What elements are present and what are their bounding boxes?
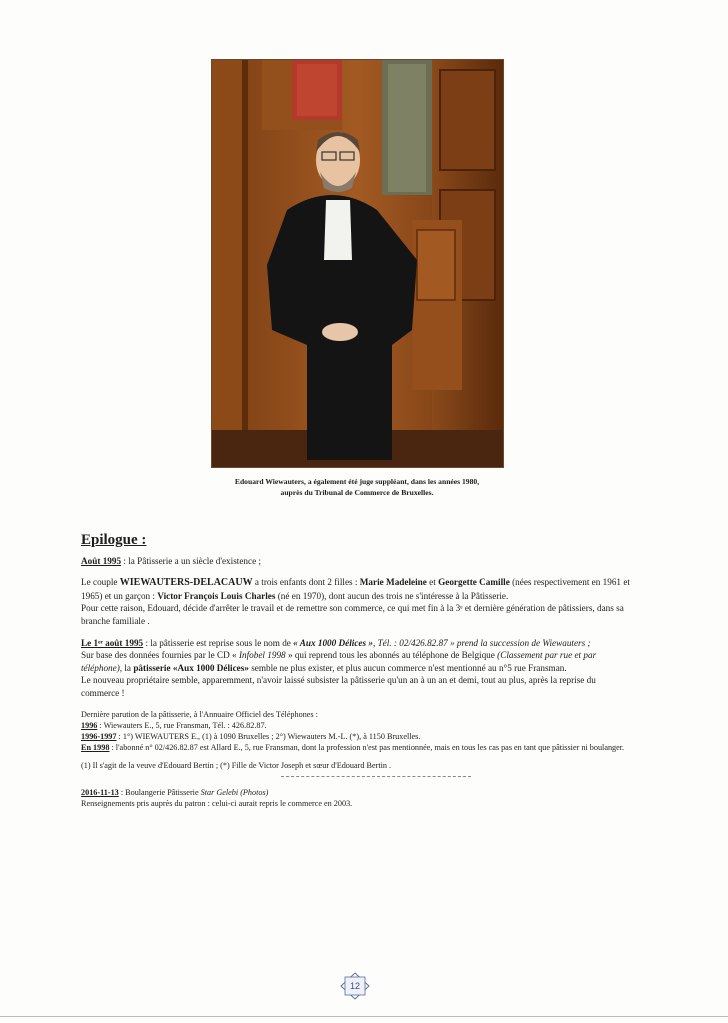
paragraph-aout-1995: Août 1995 : la Pâtisserie a un siècle d'existence ; [81, 555, 262, 566]
update-2016: 2016-11-13 : Boulangerie Pâtisserie Star Gelebi (Photos) [81, 787, 269, 797]
paragraph-infobel: Sur base des données fournies par le CD « Infobel 1998 » qui reprend tous les abonnés au téléphone de Belgique (Classement par rue et par téléphone), la pâtisserie «Aux 1000 Délices» semble ne plus exister, et plus aucun commerce n'est mentionné au n°5 rue Fransman. [81, 650, 597, 673]
paragraph-end-of-generation: Pour cette raison, Edouard, décide d'arrêter le travail et de remettre son commerce, ce qui met fin à la 3ᵉ et dernière génération de pâtissiers, dans sa branche familiale . [81, 603, 624, 626]
photo-caption [160, 476, 554, 498]
update-2016-detail: Renseignements pris auprès du patron : celui-ci aurait repris le commerce en 2003. [81, 798, 353, 808]
annuaire-1996-1997: 1996-1997 : 1°) WIEWAUTERS E., (1) à 1090 Bruxelles ; 2°) Wiewauters M.-L. (*), à 1150 Bruxelles. [81, 731, 421, 741]
paragraph-reprise: Le 1ᵉʳ août 1995 : la pâtisserie est reprise sous le nom de « Aux 1000 Délices », Tél. : 02/426.82.87 » prend la succession de Wiewauters ; [81, 637, 591, 648]
annuaire-1998: En 1998 : l'abonné n° 02/426.82.87 est Allard E., 5, rue Fransman, dont la profession n'est pas mentionnée, mais en tous les cas pas en tant que pâtissier ni boulanger. [81, 742, 625, 752]
separator [281, 776, 471, 777]
caption-line-2: auprès du Tribunal de Commerce de Bruxelles. [280, 488, 434, 497]
annuaire-1996: 1996 : Wiewauters E., 5, rue Fransman, Tél. : 426.82.87. [81, 720, 267, 730]
page-number-badge [340, 972, 370, 1000]
annuaire-footnote: (1) Il s'agit de la veuve d'Edouard Bertin ; (*) Fille de Victor Joseph et sœur d'Edouard Bertin . [81, 760, 392, 770]
annuaire-intro: Dernière parution de la pâtisserie, à l'Annuaire Officiel des Téléphones : [81, 709, 318, 719]
portrait-photo [211, 59, 504, 468]
paragraph-new-owner: Le nouveau propriétaire semble, apparemment, n'avoir laissé subsister la pâtisserie qu'un an à un an et demi, tout au plus, après la reprise du commerce ! [81, 675, 596, 698]
scan-edge-line [0, 1016, 728, 1017]
portrait-illustration [212, 60, 503, 467]
epilogue-heading: Epilogue : [81, 532, 147, 548]
epilogue-section [81, 534, 631, 809]
caption-line-1: Edouard Wiewauters, a également été juge suppléant, dans les années 1980, [234, 477, 480, 486]
page-number: 12 [349, 981, 360, 991]
annuaire-section [81, 709, 631, 809]
paragraph-children: Le couple WIEWAUTERS-DELACAUW a trois enfants dont 2 filles : Marie Madeleine et Georgette Camille (nées respectivement en 1961 et 1965) et un garçon : Victor François Louis Charles (né en 1970), dont aucun des trois ne s'intéresse à la Pâtisserie. [81, 577, 630, 601]
